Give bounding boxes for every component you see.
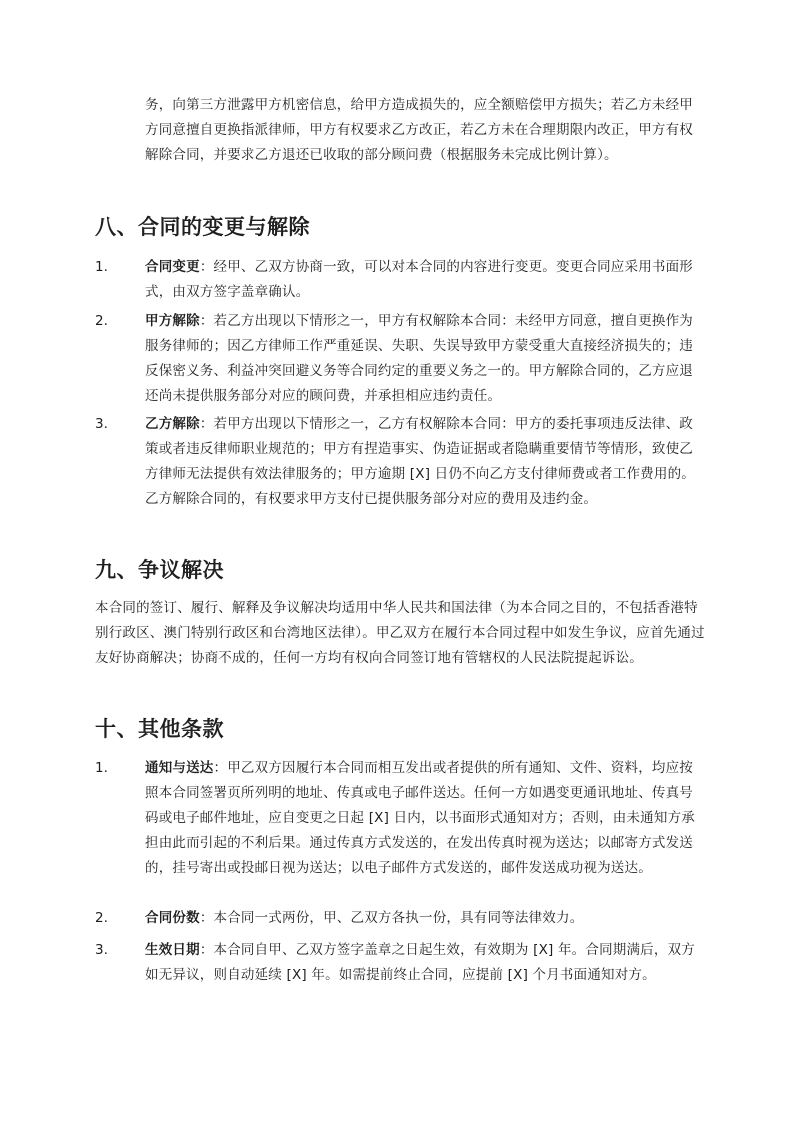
item-number: 2. — [95, 313, 108, 329]
item-term: 合同变更 — [145, 259, 200, 275]
section-9-paragraph: 本合同的签订、履行、解释及争议解决均适用中华人民共和国法律（为本合同之目的，不包括香港特别行政区、澳门特别行政区和台湾地区法律）。甲乙双方在履行本合同过程中如发生争议，应首先通过友好协商解决；协商不成的，任何一方均有权向合同签订地有管辖权的人民法院提起诉讼。 — [95, 600, 705, 666]
item-number: 3. — [95, 416, 108, 432]
item-body — [145, 906, 703, 931]
item-body — [145, 255, 703, 305]
item-body — [145, 938, 703, 988]
section-8-heading: 八、合同的变更与解除 — [95, 215, 310, 239]
item-term: 甲方解除 — [145, 313, 200, 329]
section-10-heading: 十、其他条款 — [95, 717, 224, 741]
item-text: ：本合同一式两份，甲、乙双方各执一份，具有同等法律效力。 — [199, 910, 584, 926]
item-body — [145, 309, 703, 409]
item-term: 乙方解除 — [145, 416, 200, 432]
item-number: 1. — [95, 259, 108, 275]
intro-continuation-paragraph: 务，向第三方泄露甲方机密信息，给甲方造成损失的，应全额赔偿甲方损失；若乙方未经甲方同意擅自更换指派律师，甲方有权要求乙方改正，若乙方未在合理期限内改正，甲方有权解除合同，并要求乙方退还已收取的部分顾问费（根据服务未完成比例计算）。 — [145, 97, 693, 163]
item-text: ：若甲方出现以下情形之一，乙方有权解除本合同：甲方的委托事项违反法律、政策或者违反律师职业规范的；甲方有捏造事实、伪造证据或者隐瞒重要情节等情形，致使乙方律师无法提供有效法律服务的；甲方逾期 [X] 日仍不向乙方支付律师费或者工作费用的。乙方解除合同的，有权要求甲方支付已提供服务部分对应的费用及违约金。 — [145, 416, 695, 507]
item-number: 2. — [95, 910, 108, 926]
item-term: 生效日期 — [145, 942, 200, 958]
item-number: 3. — [95, 942, 108, 958]
item-text: ：经甲、乙双方协商一致，可以对本合同的内容进行变更。变更合同应采用书面形式，由双方签字盖章确认。 — [145, 259, 694, 300]
item-number: 1. — [95, 760, 108, 776]
item-term: 通知与送达 — [145, 760, 214, 776]
item-body — [145, 756, 703, 881]
section-9-heading: 九、争议解决 — [95, 558, 224, 582]
item-text: ：甲乙双方因履行本合同而相互发出或者提供的所有通知、文件、资料，均应按照本合同签署页所列明的地址、传真或电子邮件送达。任何一方如遇变更通讯地址、传真号码或电子邮件地址，应自变更之日起 [X] 日内，以书面形式通知对方；否则，由未通知方承担由此而引起的不利后果。通过传真方式发送的，在发出传真时视为送达；以邮寄方式发送的，挂号寄出或投邮日视为送达；以电子邮件方式发送的，邮件发送成功视为送达。 — [145, 760, 695, 876]
item-body — [145, 412, 703, 512]
item-text: ：若乙方出现以下情形之一，甲方有权解除本合同：未经甲方同意，擅自更换作为服务律师的；因乙方律师工作严重延误、失职、失误导致甲方蒙受重大直接经济损失的；违反保密义务、利益冲突回避义务等合同约定的重要义务之一的。甲方解除合同的，乙方应退还尚未提供服务部分对应的顾问费，并承担相应违约责任。 — [145, 313, 694, 404]
item-term: 合同份数 — [145, 910, 200, 926]
item-text: ：本合同自甲、乙双方签字盖章之日起生效，有效期为 [X] 年。合同期满后，双方如无异议，则自动延续 [X] 年。如需提前终止合同，应提前 [X] 个月书面通知对方。 — [145, 942, 695, 983]
